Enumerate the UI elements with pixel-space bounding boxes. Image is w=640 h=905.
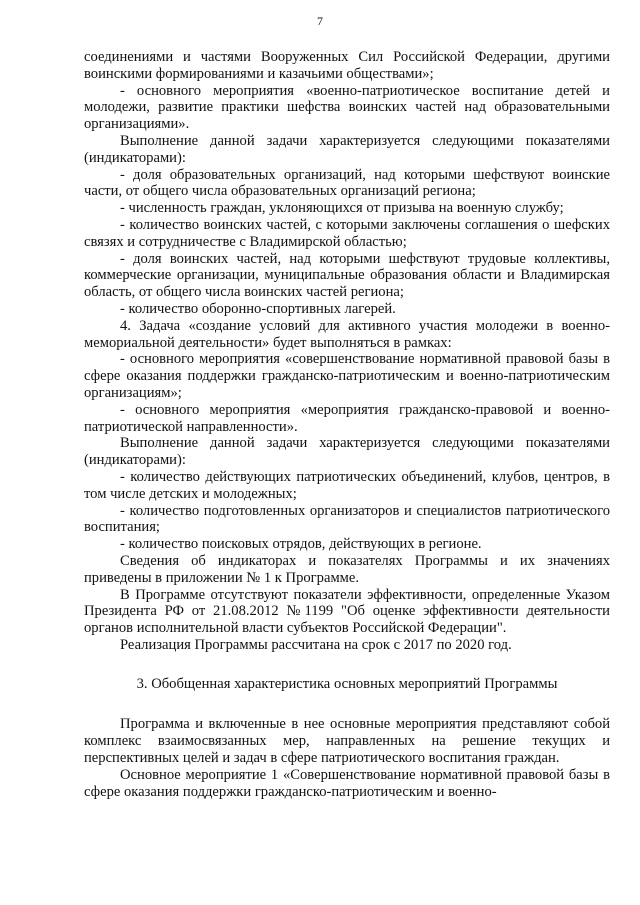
paragraph: Выполнение данной задачи характеризуется следующими показателями (индикаторами): — [84, 132, 610, 166]
paragraph: В Программе отсутствуют показатели эффективности, определенные Указом Президента РФ от 21.08.2012 №1199 "Об оценке эффективности деятельности органов исполнительной власти субъектов Российской Федерации". — [84, 586, 610, 637]
paragraph: - численность граждан, уклоняющихся от призыва на военную службу; — [120, 200, 564, 217]
paragraph: соединениями и частями Вооруженных Сил Российской Федерации, другими воинскими формированиями и казачьими обществами»; — [84, 49, 610, 82]
paragraph: - основного мероприятия «совершенствование нормативной правовой базы в сфере оказания поддержки гражданско-патриотическим и военно-патриотическим организациям»; — [84, 351, 610, 401]
paragraph: - количество действующих патриотических объединений, клубов, центров, в том числе детских и молодежных; — [84, 468, 610, 502]
paragraph: - количество поисковых отрядов, действующих в регионе. — [120, 536, 482, 553]
page-number: 7 — [317, 14, 323, 28]
paragraph: - количество оборонно-спортивных лагерей. — [120, 300, 396, 317]
paragraph: - основного мероприятия «военно-патриотическое воспитание детей и молодежи, развитие практики шефства воинских частей над образовательными организациями». — [84, 82, 610, 133]
paragraph: Программа и включенные в нее основные мероприятия представляют собой комплекс взаимосвязанных мер, направленных на решение текущих и перспективных целей и задач в сфере патриотического воспитания граждан. — [84, 716, 610, 767]
section-heading: 3. Обобщенная характеристика основных мероприятий Программы — [136, 675, 558, 692]
paragraph: - доля образовательных организаций, над которыми шефствуют воинские части, от общего числа образовательных организаций региона; — [84, 166, 610, 200]
paragraph: - количество подготовленных организаторов и специалистов патриотического воспитания; — [84, 502, 610, 536]
paragraph: - основного мероприятия «мероприятия гражданско-правовой и военно-патриотической направленности». — [84, 401, 610, 435]
paragraph: Сведения об индикаторах и показателях Программы и их значениях приведены в приложении № 1 к Программе. — [84, 552, 610, 586]
paragraph: - количество воинских частей, с которыми заключены соглашения о шефских связях и сотрудничестве с Владимирской областью; — [84, 216, 610, 250]
paragraph: Выполнение данной задачи характеризуется следующими показателями (индикаторами): — [84, 435, 610, 469]
paragraph: - доля воинских частей, над которыми шефствуют трудовые коллективы, коммерческие организации, муниципальные образования области и Владимирская область, от общего числа воинских частей региона; — [84, 250, 610, 301]
paragraph: Реализация Программы рассчитана на срок с 2017 по 2020 год. — [120, 636, 512, 653]
paragraph: Основное мероприятие 1 «Совершенствование нормативной правовой базы в сфере оказания поддержки гражданско-патриотическим и военно- — [84, 766, 610, 800]
document-body — [84, 49, 610, 800]
paragraph: 4. Задача «создание условий для активного участия молодежи в военно-мемориальной деятельности» будет выполняться в рамках: — [84, 317, 610, 351]
